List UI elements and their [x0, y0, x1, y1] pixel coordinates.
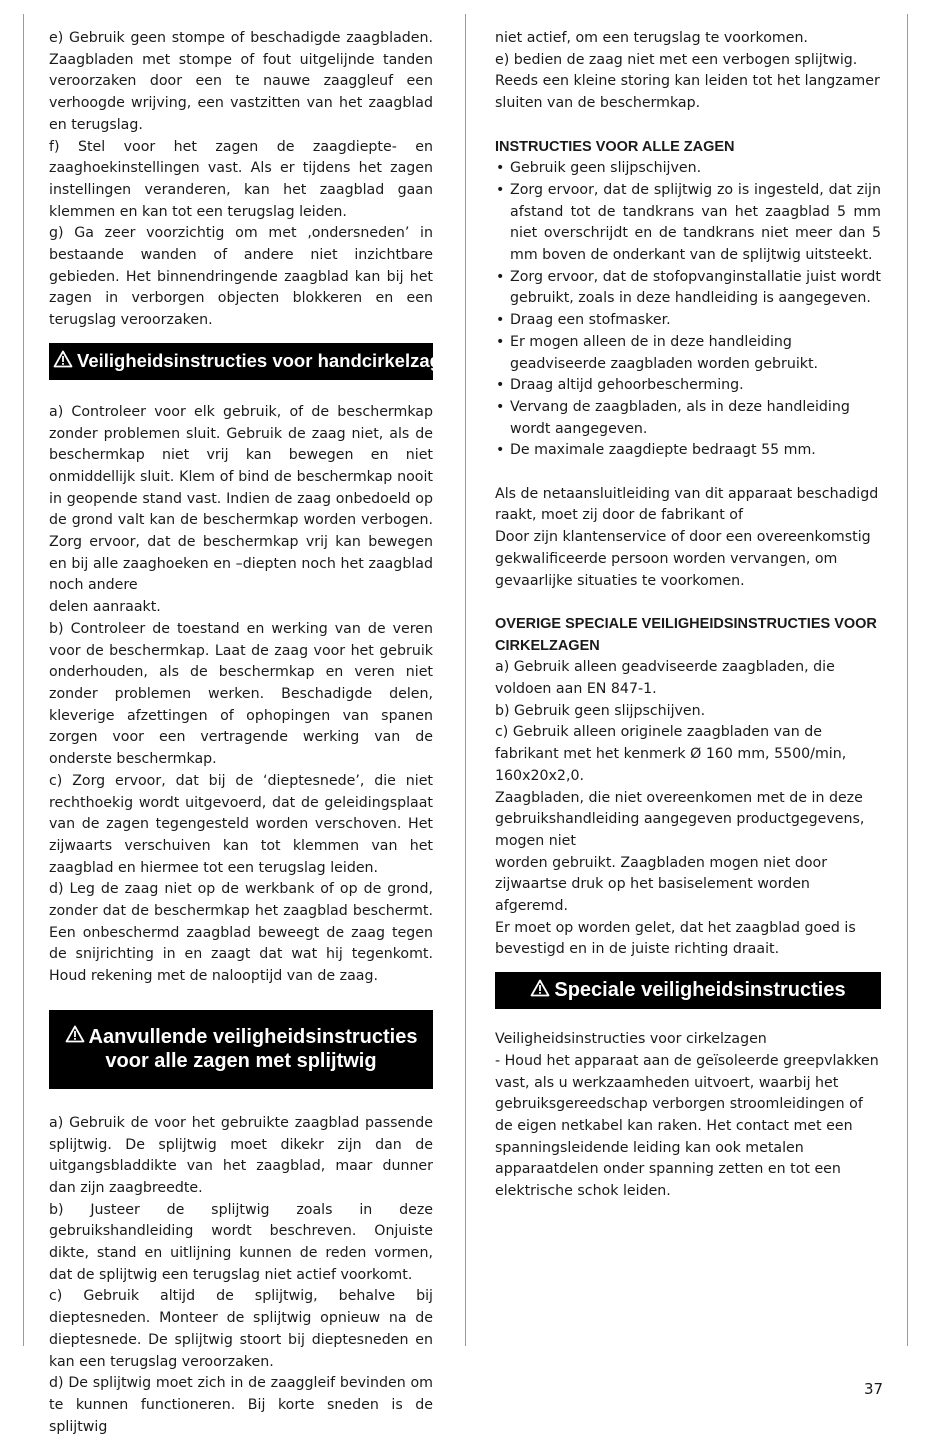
paragraph: d) Leg de zaag niet op de werkbank of op de grond, zonder dat de beschermkap het zaagblad beschermt. Een onbeschermd zaagblad beweegt de zaag tegen de snijrichting in en zaagt dat wat hij tegenkomt. Houd rekening met de nalooptijd van de zaag.	[49, 881, 433, 985]
warning-triangle-icon	[65, 1025, 85, 1049]
list-item: • Vervang de zaagbladen, als in deze handleiding wordt aangegeven.	[495, 397, 881, 440]
paragraph: d) De splijtwig moet zich in de zaaggleif bevinden om te kunnen functioneren. Bij korte sneden is de splijtwig	[49, 1375, 433, 1435]
bullet-list	[495, 158, 881, 462]
paragraph: f) Stel voor het zagen de zaagdiepte- en zaaghoekinstellingen vast. Als er tijdens het zagen instellingen veranderen, kan het zaagblad gaan klemmen en kan tot een terugslag leiden.	[49, 138, 433, 220]
paragraph: a) Gebruik alleen geadviseerde zaagbladen, die voldoen aan EN 847-1.	[495, 659, 835, 698]
paragraph: g) Ga zeer voorzichtig om met ‚ondersneden’ in bestaande wanden of andere niet inzichtbare gebieden. Het binnendringende zaagblad kan bij het zagen in verborgen objecten blokkeren en een terugslag veroorzaken.	[49, 225, 433, 329]
paragraph: - Houd het apparaat aan de geïsoleerde greepvlakken vast, als u werkzaamheden uitvoert, waarbij het gebruiksgereedschap verborgen stroomleidingen of de eigen netkabel kan raken. Het contact met een spanningsleidende leiding kan ook metalen apparaatdelen onder spanning zetten en tot een elektrische schok leiden.	[495, 1052, 879, 1200]
section-banner-special	[495, 972, 881, 1009]
left-column	[49, 28, 463, 1438]
banner-line-text: Aanvullende veiligheidsinstructies	[88, 1026, 418, 1049]
section-banner-title: Speciale veiligheidsinstructies	[554, 978, 846, 1001]
left-margin-rule	[23, 14, 24, 1346]
paragraph: b) Gebruik geen slijpschijven.	[495, 702, 706, 719]
paragraph: a) Controleer voor elk gebruik, of de beschermkap zonder problemen sluit. Gebruik de zaag niet, als de beschermkap niet vrij kan bewegen en niet onmiddellijk sluit. Klem of bind de beschermkap nooit in geopende stand vast. Indien de zaag onbedoeld op de grond valt kan de beschermkap worden verbogen. Zorg ervoor, dat de beschermkap vrij kan bewegen en bij alle zaaghoeken en –diepten noch het zaagblad noch andere	[49, 403, 433, 594]
section-heading-other: OVERIGE SPECIALE VEILIGHEIDSINSTRUCTIES VOOR CIRKELZAGEN	[495, 615, 877, 654]
list-item: • Er mogen alleen de in deze handleiding geadviseerde zaagbladen worden gebruikt.	[495, 332, 881, 375]
paragraph: Er moet op worden gelet, dat het zaagblad goed is bevestigd en in de juiste richting draait.	[495, 919, 856, 958]
list-item: • De maximale zaagdiepte bedraagt 55 mm.	[495, 440, 881, 462]
paragraph: Veiligheidsinstructies voor cirkelzagen	[495, 1031, 767, 1048]
section-heading-all-saws: INSTRUCTIES VOOR ALLE ZAGEN	[495, 138, 735, 155]
warning-triangle-icon	[530, 979, 550, 1003]
warning-triangle-icon	[53, 350, 73, 373]
paragraph: e) bedien de zaag niet met een verbogen splijtwig. Reeds een kleine storing kan leiden tot het langzamer sluiten van de beschermkap.	[495, 51, 880, 112]
list-item: • Draag een stofmasker.	[495, 310, 881, 332]
paragraph: Door zijn klantenservice of door een overeenkomstig gekwalificeerde persoon worden vervangen, om gevaarlijke situaties te voorkomen.	[495, 529, 871, 589]
section-banner-title-line2: voor alle zagen met splijtwig	[105, 1050, 377, 1073]
paragraph: Als de netaansluitleiding van dit apparaat beschadigd raakt, moet zij door de fabrikant of	[495, 485, 879, 524]
center-divider-rule	[465, 14, 466, 1346]
paragraph: b) Justeer de splijtwig zoals in deze gebruikshandleiding wordt beschreven. Onjuiste dikte, stand en uitlijning kunnen de reden vormen, dat de splijtwig een terugslag niet actief voorkomt.	[49, 1201, 433, 1283]
list-item: • Draag altijd gehoorbescherming.	[495, 375, 881, 397]
section-banner-handcircular	[49, 343, 463, 380]
paragraph: delen aanraakt.	[49, 599, 161, 616]
paragraph: niet actief, om een terugslag te voorkomen.	[495, 30, 808, 46]
list-item: • Gebruik geen slijpschijven.	[495, 158, 881, 180]
section-banner-riving-knife	[49, 1010, 433, 1089]
paragraph: worden gebruikt. Zaagbladen mogen niet door zijwaartse druk op het basiselement worden afgeremd.	[495, 854, 828, 915]
section-banner-title: Veiligheidsinstructies voor handcirkelzagen	[77, 350, 463, 372]
list-item: • Zorg ervoor, dat de stofopvanginstallatie juist wordt gebruikt, zoals in deze handleiding is aangegeven.	[495, 267, 881, 310]
section-banner-title-line1	[65, 1025, 418, 1049]
paragraph: c) Gebruik alleen originele zaagbladen van de fabrikant met het kenmerk Ø 160 mm, 5500/min, 160x20x2,0.	[495, 724, 847, 784]
page-number: 37	[864, 1380, 884, 1398]
right-margin-rule	[907, 14, 908, 1346]
paragraph: c) Gebruik altijd de splijtwig, behalve bij dieptesneden. Monteer de splijtwig opnieuw na de dieptesnede. De splijtwig stoort bij dieptesneden en kan een terugslag veroorzaken.	[49, 1288, 433, 1370]
paragraph: e) Gebruik geen stompe of beschadigde zaagbladen. Zaagbladen met stompe of fout uitgelijnde tanden veroorzaken door een te nauwe zaaggleuf een verhoogde wrijving, een vastzitten van het zaagblad en terugslag.	[49, 30, 433, 133]
paragraph: c) Zorg ervoor, dat bij de ‘dieptesnede’, die niet rechthoekig wordt uitgevoerd, dat de geleidingsplaat van de zagen tegengesteld worden verschoven. Het zijwaarts verschuiven kan tot klemmen van het zaagblad en hiermee tot een terugslag leiden.	[49, 772, 433, 876]
list-item: • Zorg ervoor, dat de splijtwig zo is ingesteld, dat zijn afstand tot de tandkrans van het zaagblad 5 mm niet overschrijdt en de tandkrans niet meer dan 5 mm boven de onderkant van de splijtwig uitsteekt.	[495, 180, 881, 267]
paragraph: b) Controleer de toestand en werking van de veren voor de beschermkap. Laat de zaag voor het gebruik onderhouden, als de beschermkap en veren niet zonder problemen werken. Beschadigde delen, kleverige afzettingen of ophopingen van spanen zorgen voor een vertragende werking van de onderste beschermkap.	[49, 620, 433, 768]
paragraph: a) Gebruik de voor het gebruikte zaagblad passende splijtwig. De splijtwig moet dikekr zijn dan de uitgangsbladdikte van het zaagblad, maar dunner dan zijn zaagbreedte.	[49, 1114, 433, 1196]
paragraph: Zaagbladen, die niet overeenkomen met de in deze gebruikshandleiding aangegeven productgegevens, mogen niet	[495, 789, 865, 849]
right-column	[495, 28, 881, 1203]
